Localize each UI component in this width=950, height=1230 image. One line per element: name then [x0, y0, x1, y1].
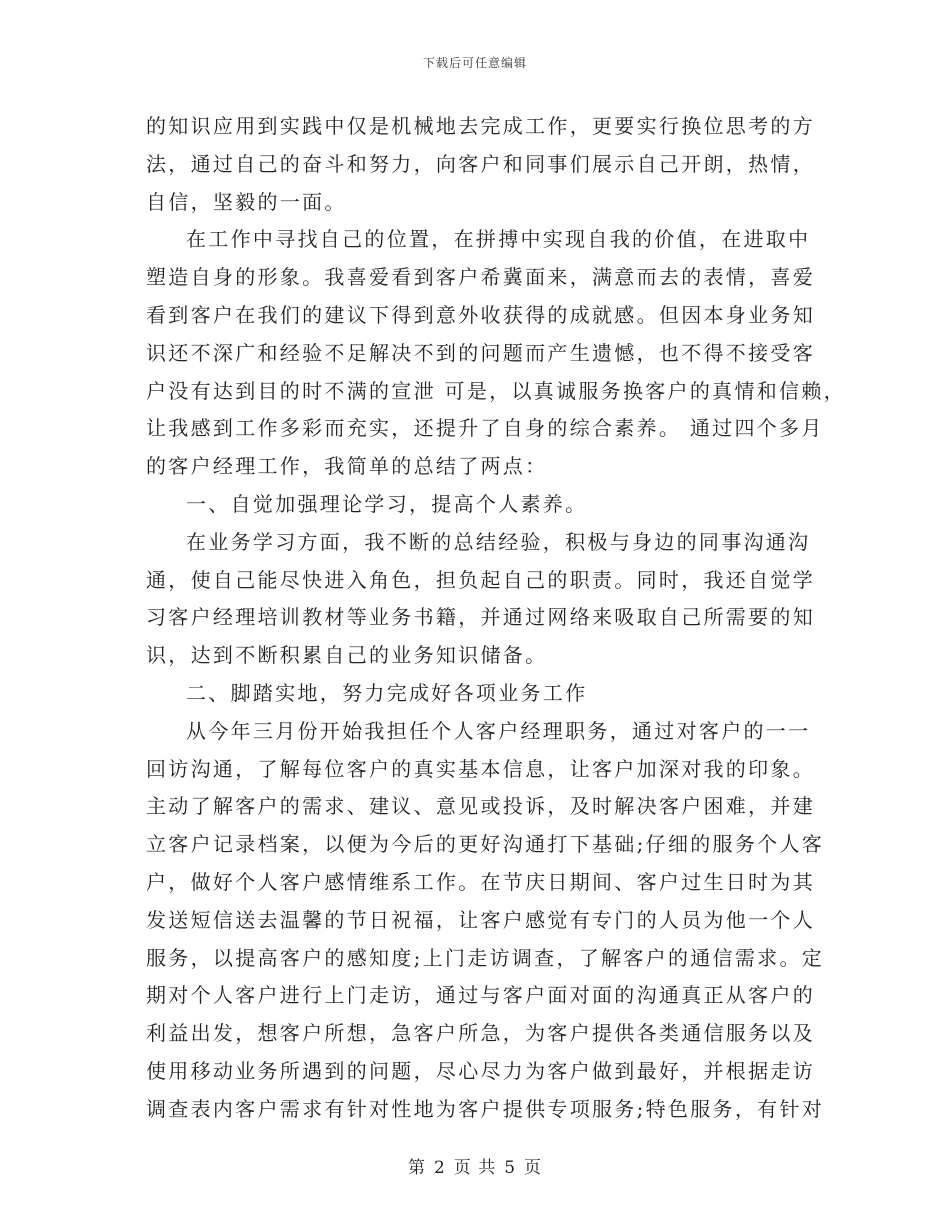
text-line: 的知识应用到实践中仅是机械地去完成工作，更要实行换位思考的方 — [146, 114, 815, 138]
text-line: 法，通过自己的奋斗和努力，向客户和同事们展示自己开朗，热情， — [146, 151, 815, 176]
page-number-prefix: 第 — [407, 1158, 426, 1178]
text-line: 让我感到工作多彩而充实，还提升了自身的综合素养。 通过四个多月 — [146, 416, 824, 441]
text-line: 在业务学习方面，我不断的总结经验，积极与身边的同事沟通沟 — [186, 529, 811, 554]
text-line: 服务，以提高客户的感知度;上门走访调查，了解客户的通信需求。定 — [146, 945, 825, 970]
text-line: 通，使自己能尽快进入角色，担负起自己的职责。同时，我还自觉学 — [146, 567, 815, 592]
text-line: 的客户经理工作，我简单的总结了两点： — [146, 454, 548, 479]
text-line: 习客户经理培训教材等业务书籍，并通过网络来吸取自己所需要的知 — [146, 605, 815, 630]
section-heading: 一、自觉加强理论学习，提高个人素养。 — [186, 491, 588, 516]
page-number-middle: 页 共 — [453, 1158, 497, 1178]
text-line: 识，达到不断积累自己的业务知识储备。 — [146, 643, 548, 668]
text-line: 户没有达到目的时不满的宣泄 可是，以真诚服务换客户的真情和信赖， — [146, 378, 846, 403]
text-line: 看到客户在我们的建议下得到意外收获得的成就感。但因本身业务知 — [146, 302, 815, 327]
page-header-note: 下载后可任意编辑 — [422, 56, 527, 70]
text-line: 发送短信送去温馨的节日祝福，让客户感觉有专门的人员为他一个人 — [146, 907, 815, 932]
page-footer — [0, 1153, 950, 1178]
page-number-suffix: 页 — [524, 1158, 543, 1178]
text-line: 使用移动业务所遇到的问题，尽心尽力为客户做到最好，并根据走访 — [146, 1058, 815, 1083]
text-line: 调查表内客户需求有针对性地为客户提供专项服务;特色服务，有针对 — [146, 1096, 825, 1121]
text-line: 利益出发，想客户所想，急客户所急，为客户提供各类通信服务以及 — [146, 1021, 815, 1046]
text-line: 自信，坚毅的一面。 — [146, 189, 347, 214]
text-line: 从今年三月份开始我担任个人客户经理职务，通过对客户的一一 — [186, 718, 811, 743]
text-line: 识还不深广和经验不足解决不到的问题而产生遗憾，也不得不接受客 — [146, 340, 815, 365]
text-line: 在工作中寻找自己的位置，在拼搏中实现自我的价值，在进取中 — [186, 227, 811, 252]
current-page-number: 2 — [433, 1158, 446, 1178]
text-line: 塑造自身的形象。我喜爱看到客户希冀面来，满意而去的表情，喜爱 — [146, 265, 815, 290]
total-page-count: 5 — [504, 1158, 517, 1178]
text-line: 期对个人客户进行上门走访，通过与客户面对面的沟通真正从客户的 — [146, 983, 815, 1008]
text-line: 主动了解客户的需求、建议、意见或投诉，及时解决客户困难，并建 — [146, 794, 815, 819]
text-line: 户，做好个人客户感情维系工作。在节庆日期间、客户过生日时为其 — [146, 869, 815, 894]
section-heading: 二、脚踏实地，努力完成好各项业务工作 — [186, 680, 588, 705]
text-line: 回访沟通，了解每位客户的真实基本信息，让客户加深对我的印象。 — [146, 756, 815, 781]
text-line: 立客户记录档案，以便为今后的更好沟通打下基础;仔细的服务个人客 — [146, 832, 825, 857]
document-body — [146, 108, 846, 1129]
